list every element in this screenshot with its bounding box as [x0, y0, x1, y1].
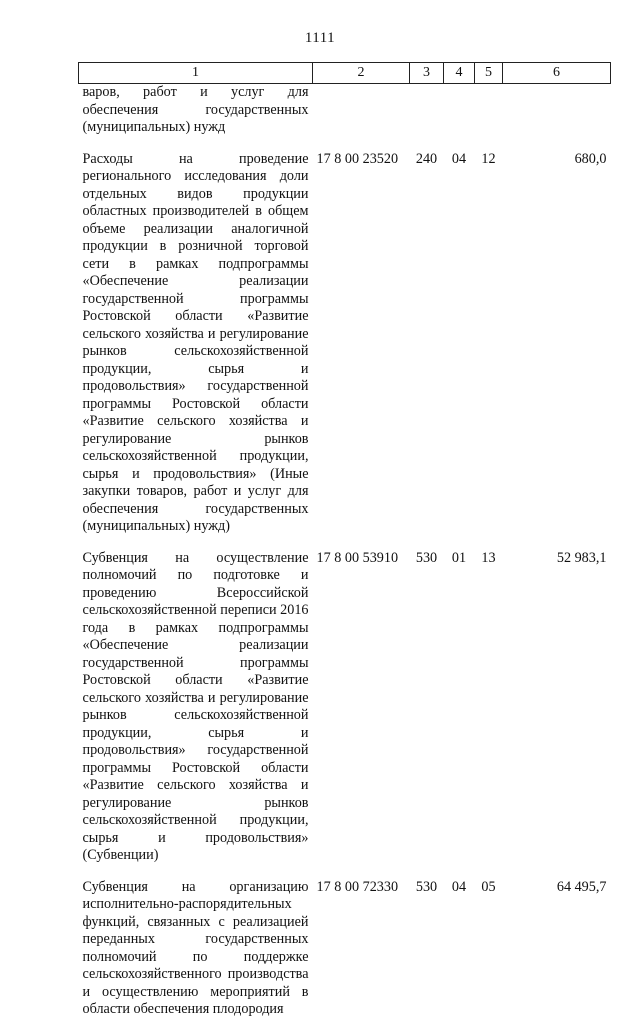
row-vr: 530: [415, 878, 438, 895]
row-name: Расходы на проведение регионального исследования доли отдельных видов продукции областных производителей в общем объеме реализации аналогичной продукции в розничной торговой сети в рамках подпрограммы «Обеспечение реализации государственной программы Ростовской области «Развитие сельского хозяйства и регулирование рынков сельскохозяйственной продукции, сырья и продовольствия» государственной программы Ростовской области «Развитие сельского хозяйства и регулирование рынков сельскохозяйственной продукции, сырья и продовольствия» (Иные закупки товаров, работ и услуг для обеспечения государственных (муниципальных) нужд): [82, 150, 309, 534]
row-rz: 04: [451, 878, 467, 895]
row-rz: 04: [451, 150, 467, 167]
row-code: 17 8 00 53910: [316, 549, 399, 566]
row-amount: 64 495,7: [556, 878, 607, 895]
row-code: 17 8 00 23520: [316, 150, 399, 167]
row-name: Субвенция на организацию исполнительно-распорядительных функций, связанных с реализацией переданных государственных полномочий по поддержке сельскохозяйственного производства и осуществлению мероприятий в области обеспечения плодородия: [82, 878, 309, 1017]
table-row: [79, 865, 611, 1019]
header-col-4: 4: [444, 63, 475, 84]
row-amount: 52 983,1: [556, 549, 607, 566]
row-rz: [444, 84, 475, 137]
row-vr: 530: [415, 549, 438, 566]
row-pr: 12: [481, 150, 496, 167]
header-row: [79, 63, 611, 84]
table-row: [79, 84, 611, 137]
table-row: [79, 536, 611, 865]
row-vr: 240: [415, 150, 438, 167]
table-row: [79, 137, 611, 536]
row-code: 17 8 00 72330: [316, 878, 399, 895]
header-col-2: 2: [313, 63, 410, 84]
row-amount: 680,0: [574, 150, 607, 167]
page-number: 1111: [304, 30, 336, 46]
header-col-1: 1: [79, 63, 313, 84]
row-amount: [503, 84, 611, 137]
row-rz: 01: [451, 549, 467, 566]
row-name: Субвенция на осуществление полномочий по подготовке и проведению Всероссийской сельскохозяйственной переписи 2016 года в рамках подпрограммы «Обеспечение реализации государственной программы Ростовской области «Развитие сельского хозяйства и регулирование рынков сельскохозяйственной продукции, сырья и продовольствия» государственной программы Ростовской области «Развитие сельского хозяйства и регулирование рынков сельскохозяйственной продукции, сырья и продовольствия» (Субвенции): [82, 549, 309, 863]
header-col-3: 3: [410, 63, 444, 84]
row-pr: 05: [481, 878, 496, 895]
row-pr: [475, 84, 503, 137]
row-pr: 13: [481, 549, 496, 566]
row-name: варов, работ и услуг для обеспечения государственных (муниципальных) нужд: [82, 84, 309, 135]
header-col-5: 5: [475, 63, 503, 84]
row-vr: [410, 84, 444, 137]
row-code: [313, 84, 410, 137]
budget-table: [78, 62, 611, 1019]
header-col-6: 6: [503, 63, 611, 84]
